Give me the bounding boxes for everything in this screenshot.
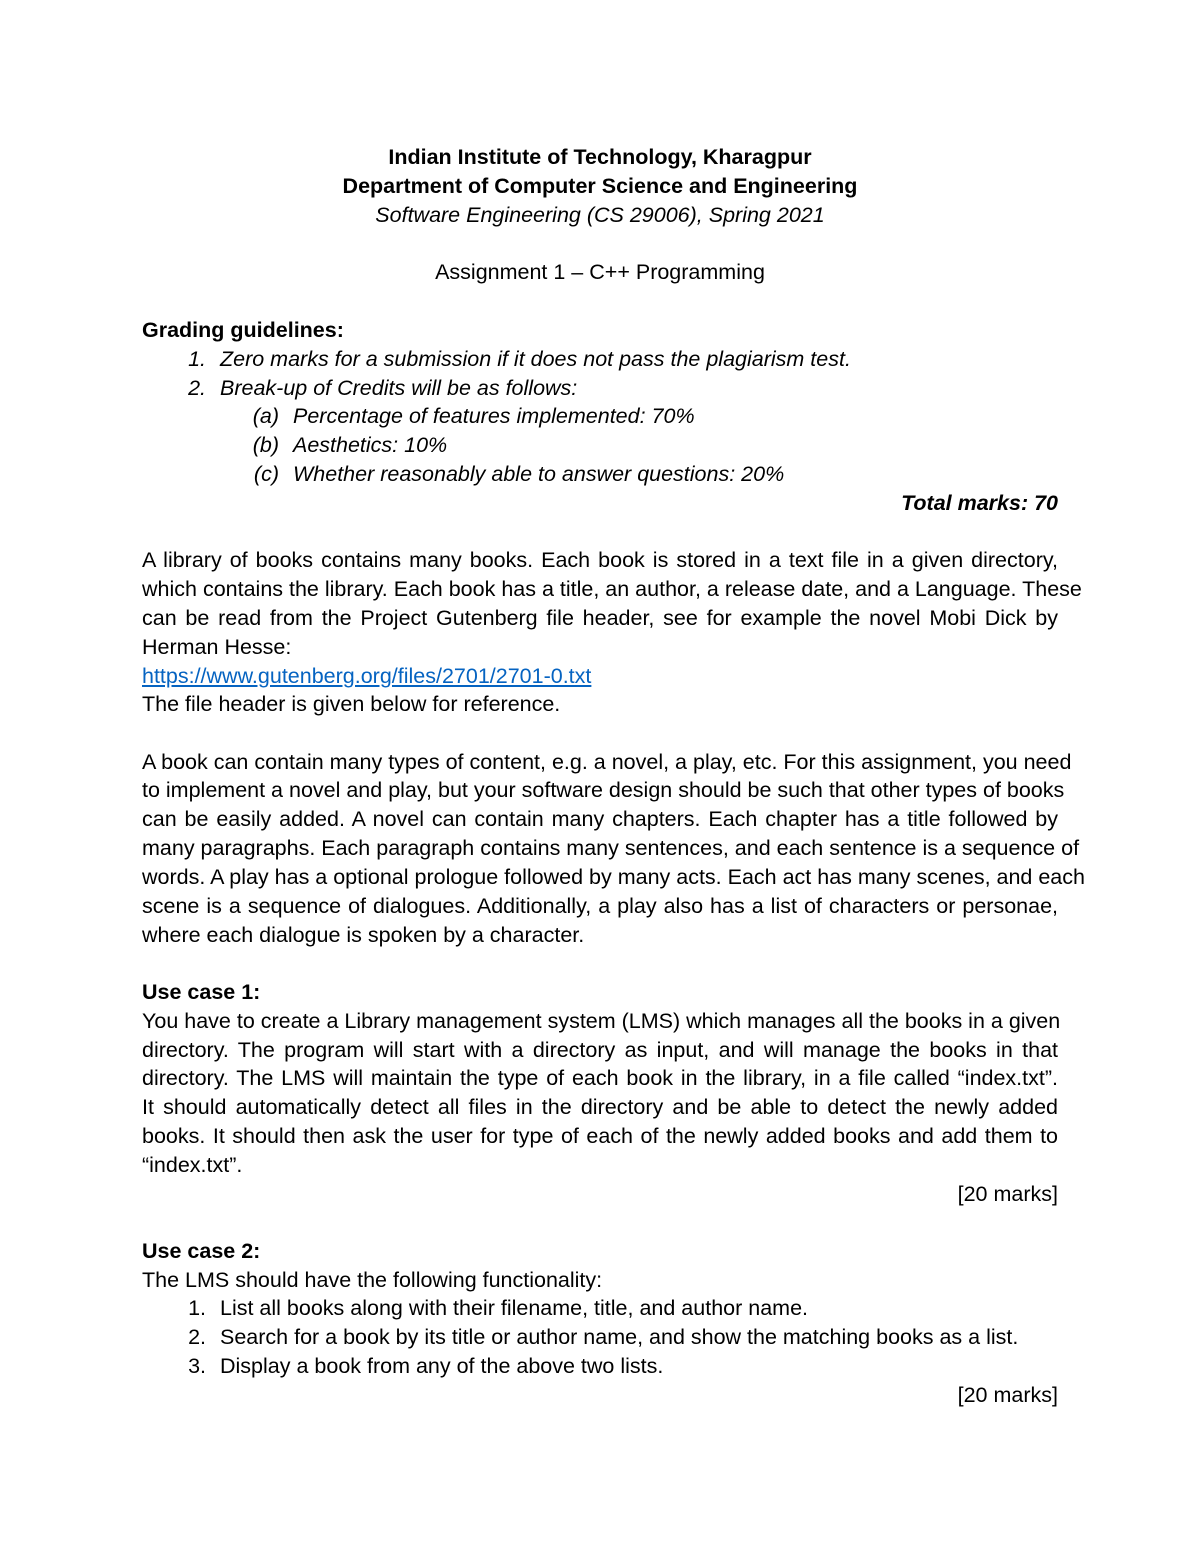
intro-line: A library of books contains many books. Each book is stored in a text file in a given directory, <box>142 548 1058 572</box>
usecase2-item-3: 3. Display a book from any of the above two lists. <box>188 1354 664 1378</box>
usecase1-line: directory. The LMS will maintain the type of each book in the library, in a file called “index.txt”. <box>142 1066 1058 1090</box>
usecase2-item-1: 1. List all books along with their filename, title, and author name. <box>188 1296 808 1320</box>
usecase1-line: books. It should then ask the user for type of each of the newly added books and add them to <box>142 1124 1058 1148</box>
grading-item-2: 2. Break-up of Credits will be as follows: <box>188 376 578 400</box>
content-line: where each dialogue is spoken by a character. <box>142 923 585 947</box>
grading-subitem-c: (c) Whether reasonably able to answer questions: 20% <box>253 462 785 486</box>
content-line: to implement a novel and play, but your software design should be such that other types of books <box>142 778 1065 802</box>
usecase1-marks: [20 marks] <box>957 1182 1058 1206</box>
intro-line: which contains the library. Each book has a title, an author, a release date, and a Language. These <box>142 577 1082 601</box>
grading-heading: Grading guidelines: <box>142 318 344 342</box>
grading-item-1: 1. Zero marks for a submission if it does not pass the plagiarism test. <box>188 347 851 371</box>
institute-name: Indian Institute of Technology, Kharagpur <box>388 145 812 169</box>
gutenberg-link-line <box>142 662 1058 691</box>
content-line: scene is a sequence of dialogues. Additionally, a play also has a list of characters or personae, <box>142 894 1058 918</box>
content-line: words. A play has a optional prologue followed by many acts. Each act has many scenes, and each <box>142 865 1085 889</box>
content-line: many paragraphs. Each paragraph contains many sentences, and each sentence is a sequence of <box>142 836 1080 860</box>
usecase1-line: directory. The program will start with a directory as input, and will manage the books in that <box>142 1038 1058 1062</box>
usecase1-line: “index.txt”. <box>142 1153 243 1177</box>
usecase2-intro: The LMS should have the following functionality: <box>142 1268 603 1292</box>
content-line: can be easily added. A novel can contain many chapters. Each chapter has a title followed by <box>142 807 1058 831</box>
intro-line: can be read from the Project Gutenberg file header, see for example the novel Mobi Dick by <box>142 606 1058 630</box>
course-title: Software Engineering (CS 29006), Spring 2021 <box>375 203 825 227</box>
usecase1-heading: Use case 1: <box>142 980 261 1004</box>
grading-subitem-b: (b) Aesthetics: 10% <box>252 433 448 457</box>
usecase1-line: It should automatically detect all files in the directory and be able to detect the newly added <box>142 1095 1058 1119</box>
usecase2-heading: Use case 2: <box>142 1239 261 1263</box>
intro-line: Herman Hesse: <box>142 635 292 659</box>
gutenberg-link[interactable]: https://www.gutenberg.org/files/2701/2701-0.txt <box>142 664 592 688</box>
department-name: Department of Computer Science and Engineering <box>342 174 858 198</box>
usecase1-line: You have to create a Library management system (LMS) which manages all the books in a given <box>142 1009 1061 1033</box>
content-line: A book can contain many types of content, e.g. a novel, a play, etc. For this assignment, you need <box>142 750 1072 774</box>
intro-line: The file header is given below for reference. <box>142 692 561 716</box>
usecase2-item-2: 2. Search for a book by its title or author name, and show the matching books as a list. <box>188 1325 1019 1349</box>
grading-subitem-a: (a) Percentage of features implemented: 70% <box>252 404 695 428</box>
total-marks: Total marks: 70 <box>901 491 1058 515</box>
assignment-title: Assignment 1 – C++ Programming <box>435 260 765 284</box>
usecase2-marks: [20 marks] <box>957 1383 1058 1407</box>
